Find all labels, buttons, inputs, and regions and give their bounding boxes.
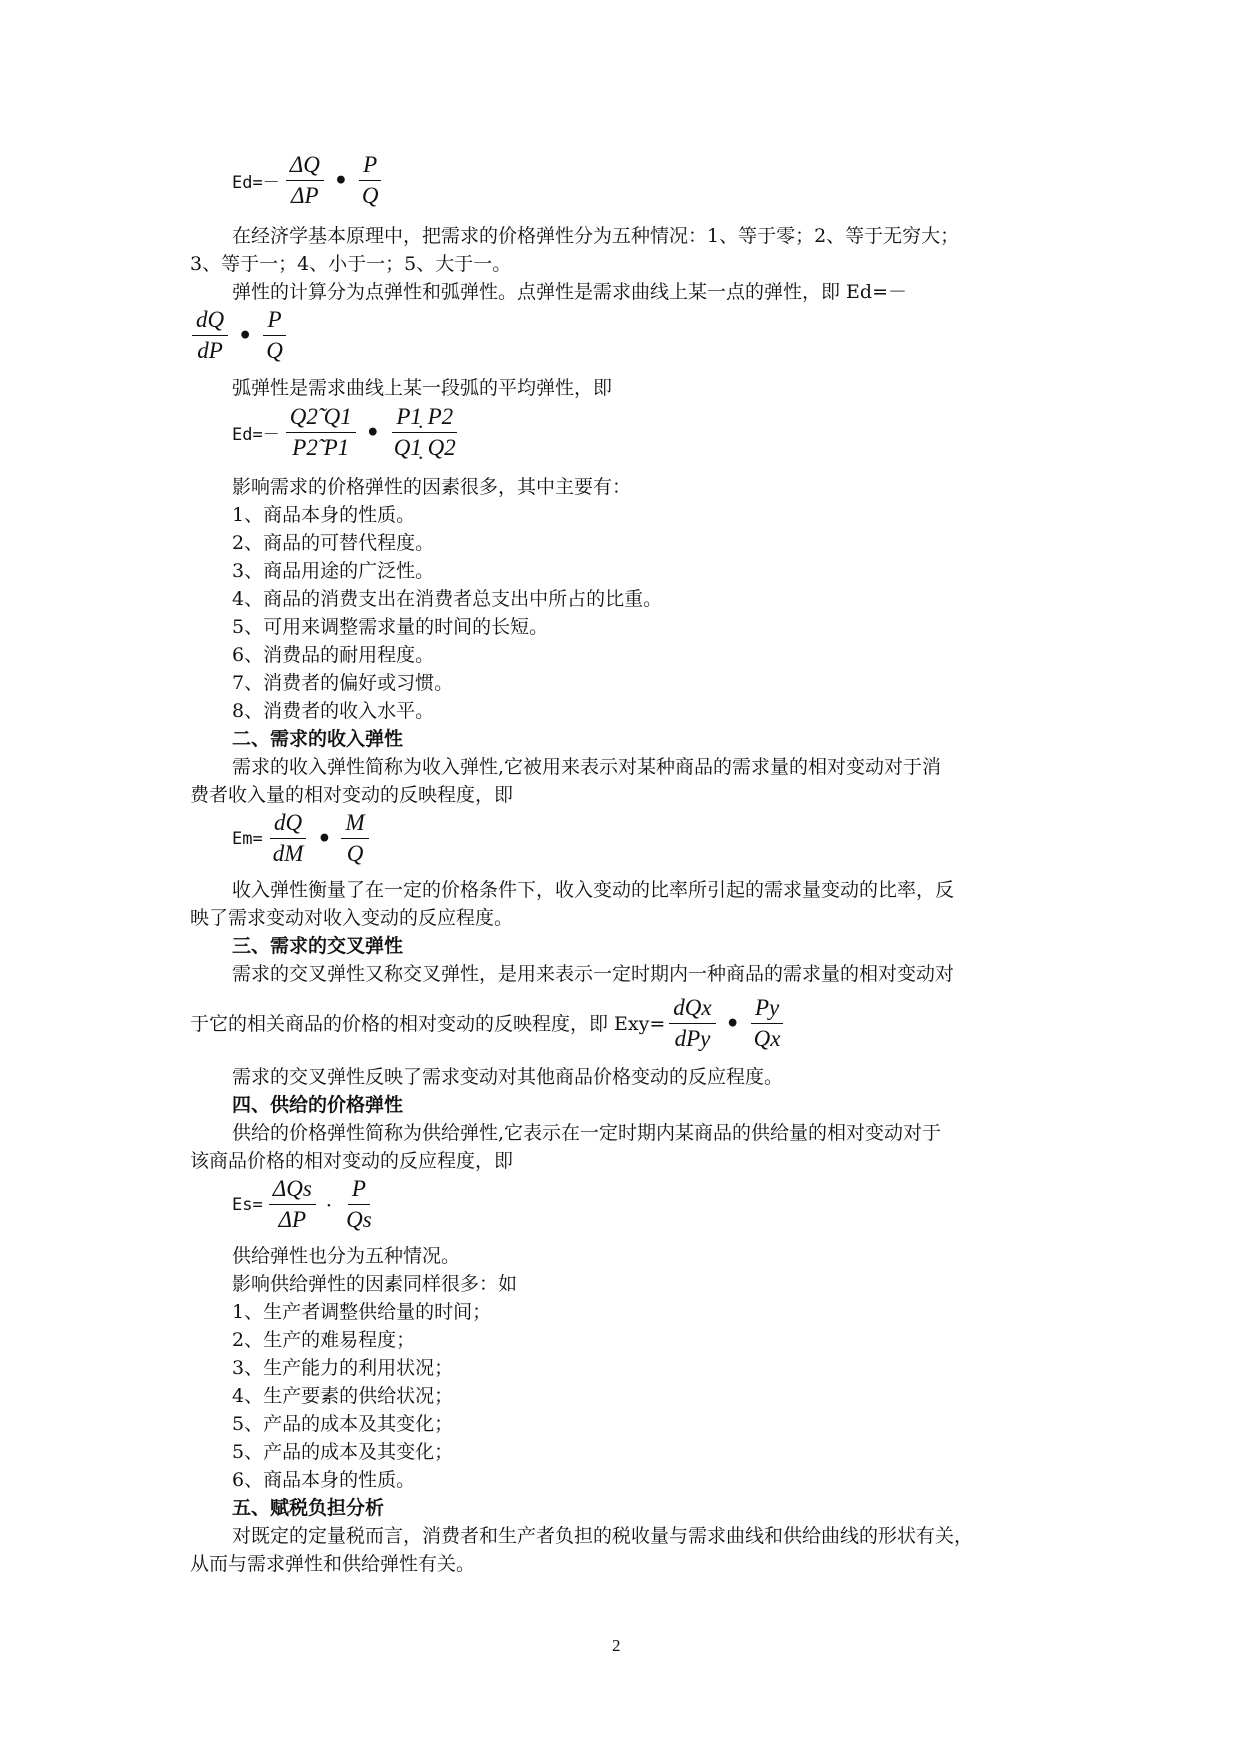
paragraph-line: 弧弹性是需求曲线上某一段弧的平均弹性，即 bbox=[232, 377, 613, 399]
list-item: 3、生产能力的利用状况； bbox=[232, 1357, 454, 1379]
formula-es bbox=[232, 1174, 380, 1235]
denominator: ΔP bbox=[278, 1207, 307, 1232]
fraction bbox=[358, 150, 383, 211]
paragraph-line: 需求的收入弹性简称为收入弹性,它被用来表示对某种商品的需求量的相对变动对于消 bbox=[232, 756, 942, 778]
formula-em bbox=[232, 808, 373, 869]
fraction bbox=[286, 402, 356, 463]
paragraph-line: 弹性的计算分为点弹性和弧弹性。点弹性是需求曲线上某一点的弹性，即 Ed=－ bbox=[232, 281, 907, 303]
numerator: M bbox=[341, 808, 368, 839]
numerator: P bbox=[348, 1174, 370, 1205]
formula-label: Ed=－ bbox=[232, 425, 280, 445]
list-item: 6、商品本身的性质。 bbox=[232, 1469, 416, 1491]
list-item: 3、商品用途的广泛性。 bbox=[232, 560, 435, 582]
numerator: Q2̃ Q1 bbox=[286, 402, 356, 433]
paragraph-line: 影响供给弹性的因素同样很多：如 bbox=[232, 1273, 518, 1295]
numerator: P1̣ P2 bbox=[392, 402, 457, 433]
formula-ed bbox=[232, 150, 387, 211]
fraction bbox=[341, 808, 368, 869]
denominator: Q bbox=[361, 183, 379, 208]
paragraph-line: 对既定的定量税而言，消费者和生产者负担的税收量与需求曲线和供给曲线的形状有关， bbox=[232, 1525, 974, 1547]
paragraph-line: 供给的价格弹性简称为供给弹性,它表示在一定时期内某商品的供给量的相对变动对于 bbox=[232, 1122, 942, 1144]
list-item: 6、消费品的耐用程度。 bbox=[232, 644, 435, 666]
paragraph-line: 3、等于一；4、小于一；5、大于一。 bbox=[190, 253, 512, 275]
numerator: P bbox=[359, 150, 381, 181]
numerator: Py bbox=[751, 993, 783, 1024]
formula-label: Ed=－ bbox=[232, 173, 280, 193]
list-item: 5、可用来调整需求量的时间的长短。 bbox=[232, 616, 549, 638]
denominator: Q1̣ Q2 bbox=[393, 435, 456, 460]
paragraph-line: 收入弹性衡量了在一定的价格条件下，收入变动的比率所引起的需求量变动的比率，反 bbox=[232, 879, 955, 901]
list-item: 5、产品的成本及其变化； bbox=[232, 1441, 454, 1463]
fraction bbox=[669, 993, 715, 1054]
fraction bbox=[192, 305, 228, 366]
denominator: P2̃ P1 bbox=[292, 435, 350, 460]
paragraph-line: 该商品价格的相对变动的反应程度，即 bbox=[190, 1150, 514, 1172]
list-item: 2、生产的难易程度； bbox=[232, 1329, 416, 1351]
page-number: 2 bbox=[612, 1636, 621, 1655]
paragraph-line: 需求的交叉弹性反映了需求变动对其他商品价格变动的反应程度。 bbox=[232, 1066, 784, 1088]
denominator: Q bbox=[346, 841, 364, 866]
multiply-operator: • bbox=[317, 825, 332, 852]
paragraph-line: 费者收入量的相对变动的反映程度，即 bbox=[190, 784, 514, 806]
denominator: dPy bbox=[674, 1026, 711, 1051]
paragraph-line: 于它的相关商品的价格的相对变动的反映程度，即 Exy= bbox=[190, 1012, 666, 1035]
numerator: dQ bbox=[270, 808, 306, 839]
denominator: Qx bbox=[753, 1026, 781, 1051]
formula-exy bbox=[190, 993, 789, 1054]
list-item: 5、产品的成本及其变化； bbox=[232, 1413, 454, 1435]
list-item: 1、生产者调整供给量的时间； bbox=[232, 1301, 492, 1323]
section-heading: 五、赋税负担分析 bbox=[232, 1497, 385, 1519]
fraction bbox=[269, 808, 308, 869]
denominator: Q bbox=[266, 338, 283, 363]
denominator: dM bbox=[272, 841, 304, 866]
fraction bbox=[262, 305, 287, 366]
paragraph-line: 映了需求变动对收入变动的反应程度。 bbox=[190, 907, 514, 929]
multiply-operator: • bbox=[333, 167, 348, 194]
numerator: P bbox=[263, 305, 285, 336]
list-item: 8、消费者的收入水平。 bbox=[232, 700, 435, 722]
formula-label: Em= bbox=[232, 828, 263, 849]
denominator: ΔP bbox=[290, 183, 319, 208]
denominator: Qs bbox=[346, 1207, 372, 1232]
multiply-operator: · bbox=[325, 1192, 333, 1217]
numerator: ΔQs bbox=[269, 1174, 316, 1205]
list-item: 1、商品本身的性质。 bbox=[232, 504, 416, 526]
multiply-operator: • bbox=[365, 419, 380, 446]
multiply-operator: • bbox=[238, 322, 253, 349]
fraction bbox=[390, 402, 460, 463]
fraction bbox=[286, 150, 324, 211]
fraction bbox=[750, 993, 785, 1054]
formula-label: Es= bbox=[232, 1194, 263, 1215]
formula-ed-point bbox=[188, 305, 291, 366]
list-item: 4、生产要素的供给状况； bbox=[232, 1385, 454, 1407]
section-heading: 三、需求的交叉弹性 bbox=[232, 935, 404, 957]
paragraph-line: 供给弹性也分为五种情况。 bbox=[232, 1245, 461, 1267]
fraction bbox=[269, 1174, 316, 1235]
list-item: 2、商品的可替代程度。 bbox=[232, 532, 435, 554]
denominator: dP bbox=[197, 338, 223, 363]
numerator: dQ bbox=[192, 305, 228, 336]
paragraph-line: 从而与需求弹性和供给弹性有关。 bbox=[190, 1553, 476, 1575]
fraction bbox=[342, 1174, 376, 1235]
list-item: 7、消费者的偏好或习惯。 bbox=[232, 672, 454, 694]
numerator: ΔQ bbox=[286, 150, 324, 181]
numerator: dQx bbox=[669, 993, 715, 1024]
section-heading: 四、供给的价格弹性 bbox=[232, 1094, 404, 1116]
paragraph-line: 影响需求的价格弹性的因素很多，其中主要有： bbox=[232, 476, 632, 498]
formula-ed-arc bbox=[232, 402, 464, 463]
paragraph-line: 需求的交叉弹性又称交叉弹性，是用来表示一定时期内一种商品的需求量的相对变动对 bbox=[232, 963, 955, 985]
multiply-operator: • bbox=[725, 1010, 740, 1037]
paragraph-line: 在经济学基本原理中，把需求的价格弹性分为五种情况：1、等于零；2、等于无穷大； bbox=[232, 225, 960, 247]
section-heading: 二、需求的收入弹性 bbox=[232, 728, 404, 750]
list-item: 4、商品的消费支出在消费者总支出中所占的比重。 bbox=[232, 588, 663, 610]
